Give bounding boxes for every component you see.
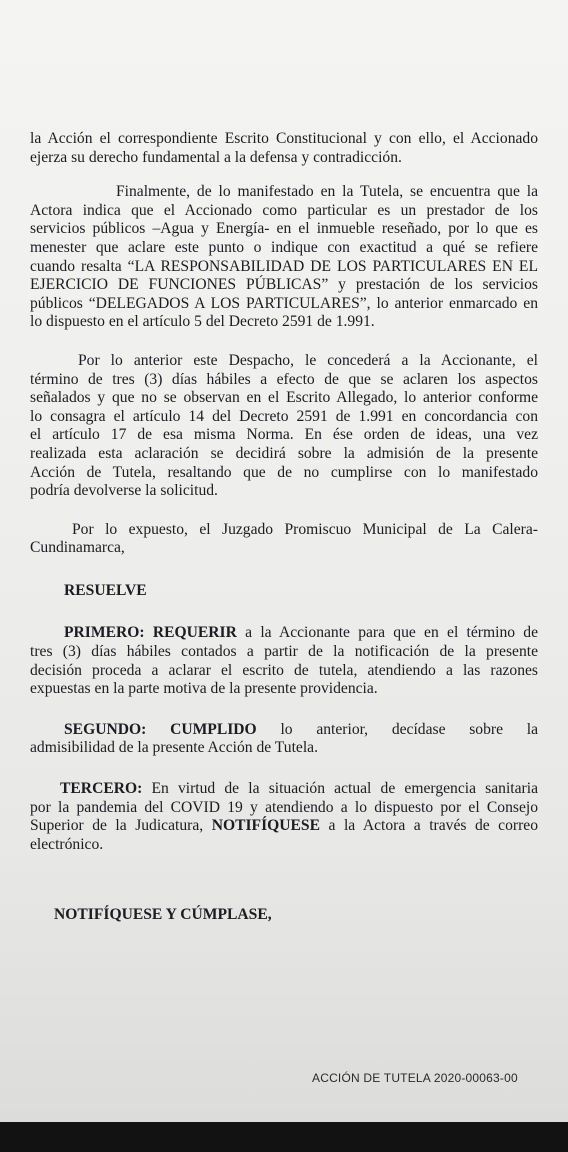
closing-formula: NOTIFÍQUESE Y CÚMPLASE, xyxy=(54,906,272,924)
paragraph-4 xyxy=(0,521,568,558)
segundo-verb: CUMPLIDO xyxy=(170,720,257,738)
resolution-tercero xyxy=(0,780,568,854)
text-line xyxy=(30,780,538,799)
text-fragment: a la Accionante para que en el término de xyxy=(245,624,539,642)
text-fragment: lo anterior, decídase sobre la xyxy=(280,720,539,738)
text-line: por la pandemia del COVID 19 y atendiendo a lo dispuesto por el Consejo xyxy=(30,798,538,816)
case-reference-footer: ACCIÓN DE TUTELA 2020-00063-00 xyxy=(312,1071,518,1085)
resolution-primero xyxy=(0,624,568,698)
text-line: lo consagra el artículo 14 del Decreto 2591 de 1.991 en concordancia con xyxy=(30,407,538,425)
text-fragment: a la Actora a través de correo xyxy=(328,817,538,835)
text-line: Por lo expuesto, el Juzgado Promiscuo Municipal de La Calera- xyxy=(72,520,538,538)
text-line: expuestas en la parte motiva de la presente providencia. xyxy=(30,680,378,698)
primero-verb: REQUERIR xyxy=(152,624,237,642)
text-line: menester que aclare este punto o indique con exactitud a qué se refiere xyxy=(30,238,538,256)
text-line: Por lo anterior este Despacho, le concederá a la Accionante, el xyxy=(78,351,538,369)
text-fragment: En virtud de la situación actual de emergencia sanitaria xyxy=(151,780,538,798)
text-line: Cundinamarca, xyxy=(30,539,125,557)
text-line: la Acción el correspondiente Escrito Constitucional y con ello, el Accionado xyxy=(30,130,538,147)
text-line: Finalmente, de lo manifestado en la Tutela, se encuentra que la xyxy=(116,183,538,201)
text-line: Actora indica que el Accionado como particular es un prestador de los xyxy=(30,201,538,219)
resolution-segundo xyxy=(0,721,568,758)
text-line: admisibilidad de la presente Acción de Tutela. xyxy=(30,739,318,757)
text-line: servicios públicos –Agua y Energía- en el inmueble reseñado, por lo que es xyxy=(30,220,538,238)
text-line xyxy=(30,624,538,643)
tercero-label: TERCERO: xyxy=(60,780,143,798)
text-line: lo dispuesto en el artículo 5 del Decreto 2591 de 1.991. xyxy=(30,313,375,331)
notifiquese-word: NOTIFÍQUESE xyxy=(211,817,321,835)
text-line: tres (3) días hábiles contados a partir de la notificación de la presente xyxy=(30,643,538,661)
document-body xyxy=(0,130,568,925)
primero-label: PRIMERO: xyxy=(64,624,145,642)
text-line: públicos “DELEGADOS A LOS PARTICULARES”, lo anterior enmarcado en xyxy=(30,294,538,312)
text-line: decisión proceda a aclarar el escrito de tutela, atendiendo a las razones xyxy=(30,661,538,679)
text-line: ejerza su derecho fundamental a la defensa y contradicción. xyxy=(30,148,402,166)
text-line: EJERCICIO DE FUNCIONES PÚBLICAS” y prestación de los servicios xyxy=(30,276,538,294)
photo-background xyxy=(0,1122,568,1152)
text-line: término de tres (3) días hábiles a efecto de que se aclaren los aspectos xyxy=(30,370,538,388)
text-line xyxy=(30,817,538,836)
text-fragment: Superior de la Judicatura, xyxy=(30,817,204,835)
text-line: Acción de Tutela, resaltando que de no cumplirse con lo manifestado xyxy=(30,463,538,481)
segundo-label: SEGUNDO: xyxy=(64,720,147,738)
text-line: el artículo 17 de esa misma Norma. En ése orden de ideas, una vez xyxy=(30,426,538,444)
text-line: electrónico. xyxy=(30,835,104,853)
text-line: realizada esta aclaración se decidirá sobre la admisión de la presente xyxy=(30,444,538,462)
text-line xyxy=(30,721,538,740)
resuelve-heading: RESUELVE xyxy=(64,581,147,599)
text-line: cuando resalta “LA RESPONSABILIDAD DE LOS PARTICULARES EN EL xyxy=(30,257,538,275)
paragraph-3 xyxy=(0,352,568,501)
text-line: podría devolverse la solicitud. xyxy=(30,482,218,500)
text-line: señalados y que no se observan en el Escrito Allegado, lo anterior conforme xyxy=(30,389,538,407)
paragraph-1 xyxy=(0,130,568,167)
paragraph-2 xyxy=(0,183,568,332)
